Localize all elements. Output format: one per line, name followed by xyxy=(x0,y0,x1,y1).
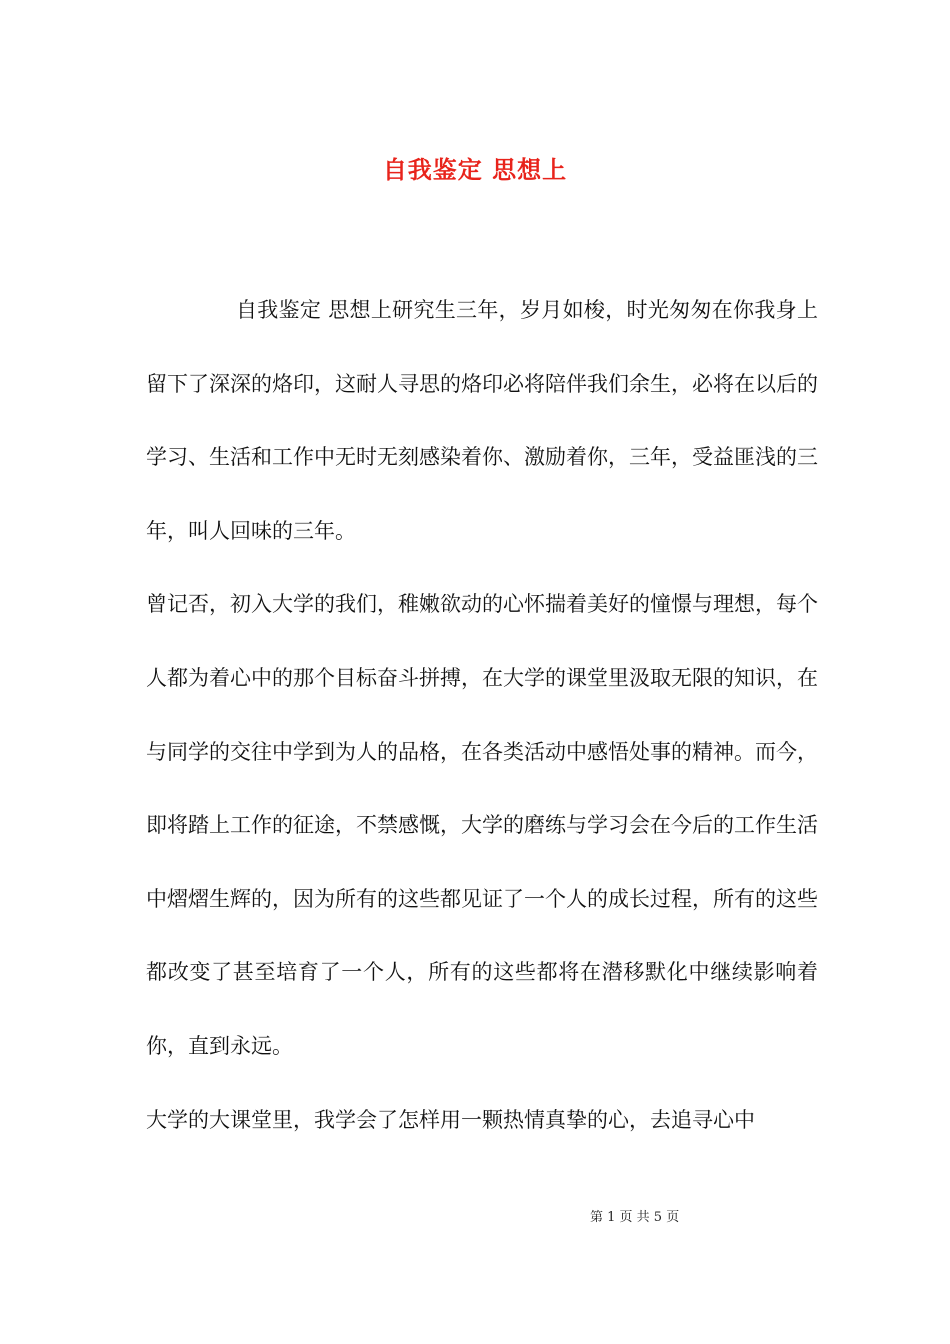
paragraph-memories: 曾记否，初入大学的我们，稚嫩欲动的心怀揣着美好的憧憬与理想，每个人都为着心中的那个目标奋斗拼搏，在大学的课堂里汲取无限的知识，在与同学的交往中学到为人的品格，在各类活动中感悟处事的精神。而今，即将踏上工作的征途，不禁感慨，大学的磨练与学习会在今后的工作生活中熠熠生辉的，因为所有的这些都见证了一个人的成长过程，所有的这些都改变了甚至培育了一个人，所有的这些都将在潜移默化中继续影响着你，直到永远。 xyxy=(146,592,818,1058)
paragraph-classroom: 大学的大课堂里，我学会了怎样用一颗热情真挚的心，去追寻心中 xyxy=(146,1107,755,1132)
document-body xyxy=(146,274,818,1157)
document-title: 自我鉴定 思想上 xyxy=(382,155,568,185)
paragraph-intro: 自我鉴定 思想上研究生三年，岁月如梭，时光匆匆在你我身上留下了深深的烙印，这耐人寻思的烙印必将陪伴我们余生，必将在以后的学习、生活和工作中无时无刻感染着你、激励着你，三年，受益匪浅的三年，叫人回味的三年。 xyxy=(146,298,818,543)
page-number-footer: 第 1 页 共 5 页 xyxy=(590,1210,680,1225)
